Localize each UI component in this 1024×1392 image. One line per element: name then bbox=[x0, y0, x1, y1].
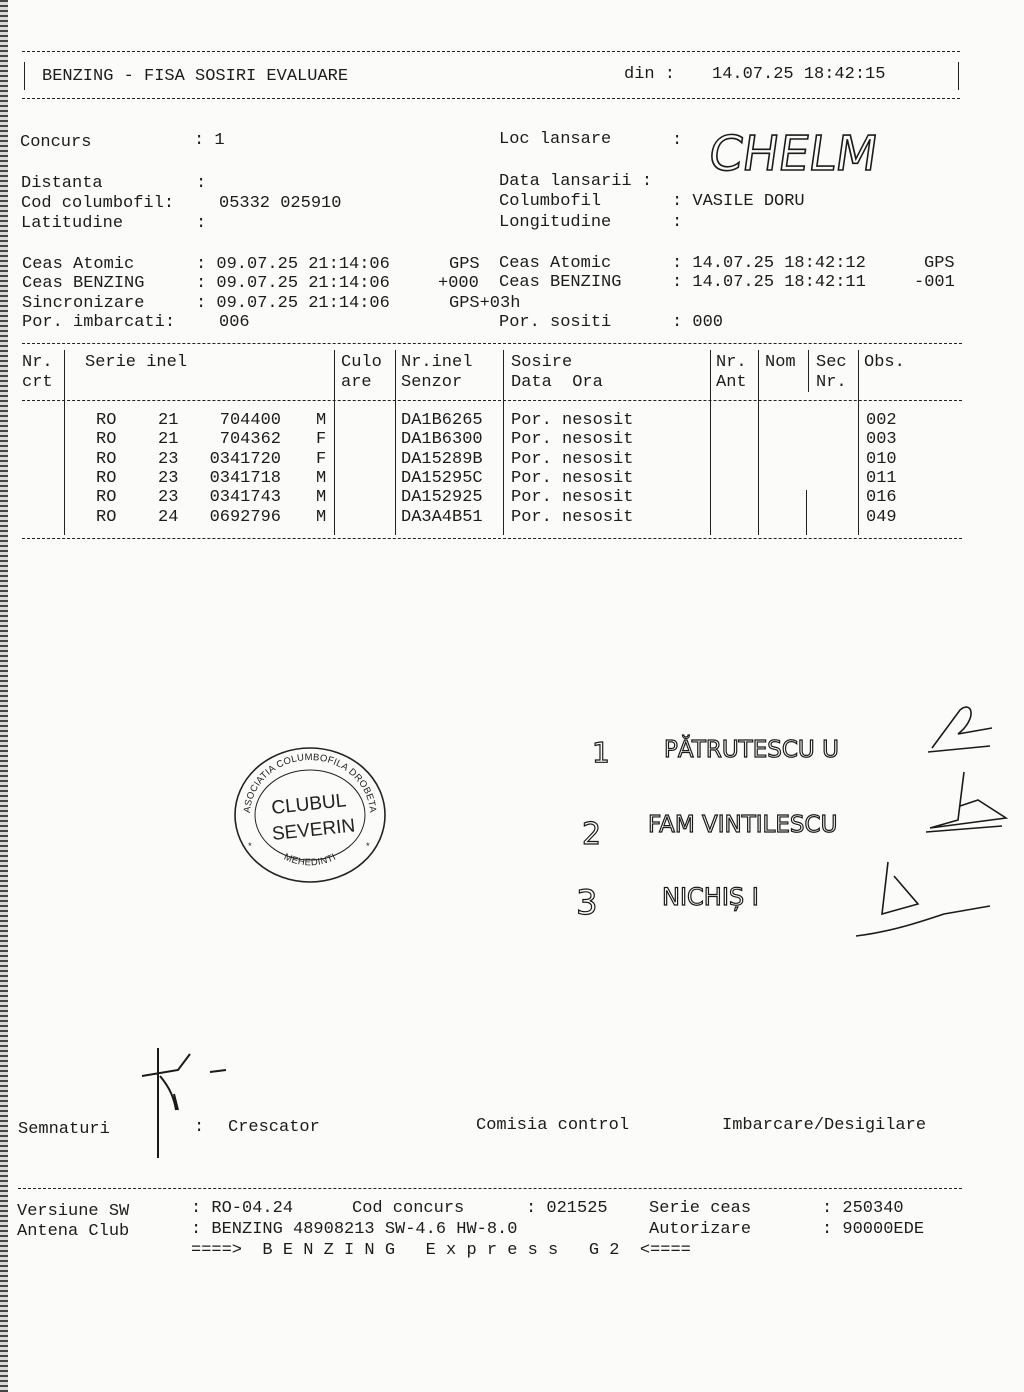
signature-mark-3 bbox=[856, 862, 990, 936]
por-imbarcati-value: 006 bbox=[219, 313, 250, 332]
cell-senzor: DA15289B bbox=[401, 450, 483, 469]
th-crt: crt bbox=[22, 373, 53, 392]
imbarcare-label: Imbarcare/Desigilare bbox=[722, 1116, 927, 1135]
th-nr: Nr. bbox=[22, 353, 53, 372]
cell-an: 21 bbox=[158, 430, 179, 449]
handwritten-num-2: 2 bbox=[582, 817, 602, 852]
handwritten-name-2: FAM VINTILESCU bbox=[648, 812, 838, 838]
right-clock-2-suffix: -001 bbox=[914, 273, 955, 292]
loc-lansare-label: Loc lansare bbox=[499, 130, 612, 149]
col-rule-8 bbox=[858, 350, 859, 535]
right-clock-2-value: : 14.07.25 18:42:11 bbox=[672, 273, 866, 292]
left-clock-3-label: Sincronizare bbox=[22, 294, 145, 313]
right-clock-1-value: : 14.07.25 18:42:12 bbox=[672, 254, 866, 273]
serie-ceas-label: Serie ceas bbox=[649, 1199, 752, 1218]
benzing-banner: ====> B E N Z I N G E x p r e s s G 2 <==== bbox=[191, 1241, 691, 1260]
cell-tara: RO bbox=[96, 469, 117, 488]
th-nr-ant-2: Ant bbox=[716, 373, 747, 392]
table-top-rule bbox=[22, 343, 962, 344]
col-rule-6 bbox=[758, 350, 759, 535]
club-stamp bbox=[232, 745, 388, 885]
columbofil-label: Columbofil bbox=[499, 192, 602, 211]
th-sec-nr: Nr. bbox=[816, 373, 847, 392]
cell-sex: F bbox=[316, 450, 327, 469]
cell-nr: 704362 bbox=[219, 430, 281, 449]
versiune-label: Versiune SW bbox=[17, 1202, 130, 1221]
cell-an: 23 bbox=[158, 488, 179, 507]
left-clock-1-value: : 09.07.25 21:14:06 bbox=[196, 255, 390, 274]
cell-senzor: DA1B6265 bbox=[401, 411, 483, 430]
cell-senzor: DA1B6300 bbox=[401, 430, 483, 449]
cell-an: 23 bbox=[158, 469, 179, 488]
th-obs: Obs. bbox=[864, 353, 905, 372]
stamp-line2: SEVERIN bbox=[271, 815, 357, 846]
cell-nr: 0692796 bbox=[209, 508, 281, 527]
loc-lansare-sep: : bbox=[672, 131, 683, 150]
left-clock-2-label: Ceas BENZING bbox=[22, 274, 145, 293]
cell-sex: M bbox=[316, 411, 327, 430]
left-clock-1-suffix: GPS bbox=[449, 255, 480, 274]
por-sositi-label: Por. sositi bbox=[499, 313, 612, 332]
cell-nr: 704400 bbox=[219, 411, 281, 430]
crescator-label: Crescator bbox=[228, 1118, 320, 1137]
comisia-label: Comisia control bbox=[476, 1116, 630, 1135]
left-clock-3-value: : 09.07.25 21:14:06 bbox=[196, 294, 390, 313]
left-clock-3-suffix: GPS+03h bbox=[449, 294, 521, 313]
latitudine-label: Latitudine bbox=[21, 214, 124, 233]
cell-sex: M bbox=[316, 508, 327, 527]
cell-nr: 0341720 bbox=[209, 450, 281, 469]
cell-tara: RO bbox=[96, 430, 117, 449]
th-are: are bbox=[341, 373, 372, 392]
autorizare-value: : 90000EDE bbox=[822, 1220, 925, 1239]
signature-mark-1 bbox=[928, 707, 992, 752]
cell-sex: M bbox=[316, 488, 327, 507]
cell-obs: 049 bbox=[866, 508, 897, 527]
stamp-bottom-text: MEHEDINTI bbox=[282, 851, 338, 869]
header-top-rule bbox=[22, 51, 960, 52]
th-culo: Culo bbox=[341, 353, 382, 372]
cell-obs: 002 bbox=[866, 411, 897, 430]
col-rule-2 bbox=[334, 350, 335, 535]
th-sosire: Sosire bbox=[511, 353, 573, 372]
star-icon: * bbox=[366, 841, 370, 852]
handwritten-num-3: 3 bbox=[576, 883, 598, 923]
star-icon: * bbox=[248, 841, 252, 852]
left-clock-2-value: : 09.07.25 21:14:06 bbox=[196, 274, 390, 293]
distanta-label: Distanta bbox=[21, 174, 103, 193]
cell-sosire: Por. nesosit bbox=[511, 469, 634, 488]
data-lansarii-label: Data lansarii : bbox=[499, 172, 653, 191]
cell-tara: RO bbox=[96, 411, 117, 430]
cell-sosire: Por. nesosit bbox=[511, 488, 634, 507]
handwritten-num-1: 1 bbox=[592, 736, 610, 769]
loc-lansare-handwritten bbox=[705, 120, 942, 182]
svg-text:CHELM: CHELM bbox=[705, 126, 882, 182]
signature-mark-2 bbox=[926, 772, 1006, 832]
header-left-rule bbox=[24, 62, 25, 90]
cell-obs: 010 bbox=[866, 450, 897, 469]
th-nr-ant-1: Nr. bbox=[716, 353, 747, 372]
por-sositi-value: : 000 bbox=[672, 313, 724, 332]
col-rule-5 bbox=[710, 350, 711, 535]
th-data-ora: Data Ora bbox=[511, 373, 603, 392]
cell-sosire: Por. nesosit bbox=[511, 430, 634, 449]
stamp-ring-text: ASOCIATIA COLUMBOFILA DROBETA bbox=[241, 751, 379, 814]
concurs-value: : 1 bbox=[194, 131, 225, 150]
cell-tara: RO bbox=[96, 488, 117, 507]
handwritten-name-3: NICHIȘ I bbox=[662, 883, 759, 911]
longitudine-value: : bbox=[672, 213, 683, 232]
stamp-line1: CLUBUL bbox=[270, 790, 348, 819]
latitudine-value: : bbox=[196, 214, 207, 233]
cell-senzor: DA3A4B51 bbox=[401, 508, 483, 527]
left-clock-1-label: Ceas Atomic bbox=[22, 255, 135, 274]
handwritten-list bbox=[560, 700, 1010, 960]
cell-an: 23 bbox=[158, 450, 179, 469]
cell-tara: RO bbox=[96, 450, 117, 469]
cell-an: 24 bbox=[158, 508, 179, 527]
cell-obs: 016 bbox=[866, 488, 897, 507]
autorizare-label: Autorizare bbox=[649, 1220, 752, 1239]
cell-sosire: Por. nesosit bbox=[511, 508, 634, 527]
th-serie: Serie inel bbox=[85, 353, 188, 372]
cod-concurs-value: : 021525 bbox=[526, 1199, 608, 1218]
concurs-label: Concurs bbox=[20, 133, 92, 152]
th-sec: Sec bbox=[816, 353, 847, 372]
cell-sex: F bbox=[316, 430, 327, 449]
din-value: 14.07.25 18:42:15 bbox=[712, 65, 886, 84]
cell-obs: 011 bbox=[866, 469, 897, 488]
cell-nr: 0341743 bbox=[209, 488, 281, 507]
table-bottom-rule bbox=[22, 538, 962, 539]
col-rule-7 bbox=[808, 350, 809, 392]
semnaturi-sep: : bbox=[194, 1118, 205, 1137]
cell-senzor: DA152925 bbox=[401, 488, 483, 507]
cell-sosire: Por. nesosit bbox=[511, 450, 634, 469]
columbofil-value: : VASILE DORU bbox=[672, 192, 805, 211]
cod-columbofil-value: 05332 025910 bbox=[219, 194, 342, 213]
header-bottom-rule bbox=[22, 98, 960, 99]
binding-edge bbox=[0, 0, 8, 1392]
right-clock-2-label: Ceas BENZING bbox=[499, 273, 622, 292]
versiune-value: : RO-04.24 bbox=[191, 1199, 294, 1218]
cell-an: 21 bbox=[158, 411, 179, 430]
antena-value: : BENZING 48908213 SW-4.6 HW-8.0 bbox=[191, 1220, 518, 1239]
table-header-rule bbox=[22, 400, 962, 401]
cell-obs: 003 bbox=[866, 430, 897, 449]
col-rule-4 bbox=[503, 350, 504, 535]
longitudine-label: Longitudine bbox=[499, 213, 612, 232]
col-rule-3 bbox=[395, 350, 396, 535]
cell-tara: RO bbox=[96, 508, 117, 527]
cell-senzor: DA15295C bbox=[401, 469, 483, 488]
th-senzor: Senzor bbox=[401, 373, 463, 392]
col-rule-1 bbox=[64, 350, 65, 535]
right-clock-1-suffix: GPS bbox=[924, 254, 955, 273]
crescator-signature bbox=[130, 1040, 240, 1164]
th-nrinel: Nr.inel bbox=[401, 353, 473, 372]
right-clock-1-label: Ceas Atomic bbox=[499, 254, 612, 273]
cod-columbofil-label: Cod columbofil: bbox=[21, 194, 175, 213]
cell-nr: 0341718 bbox=[209, 469, 281, 488]
th-nom: Nom bbox=[765, 353, 796, 372]
cell-sosire: Por. nesosit bbox=[511, 411, 634, 430]
cell-sex: M bbox=[316, 469, 327, 488]
left-clock-2-suffix: +000 bbox=[438, 274, 479, 293]
antena-label: Antena Club bbox=[17, 1222, 130, 1241]
report-title: BENZING - FISA SOSIRI EVALUARE bbox=[42, 67, 349, 86]
cod-concurs-label: Cod concurs bbox=[352, 1199, 465, 1218]
col-rule-7b bbox=[806, 490, 807, 535]
din-label: din : bbox=[624, 65, 676, 84]
distanta-value: : bbox=[196, 174, 207, 193]
semnaturi-label: Semnaturi bbox=[18, 1120, 110, 1139]
header-right-rule bbox=[958, 62, 959, 90]
handwritten-name-1: PĂTRUTESCU U bbox=[664, 737, 839, 763]
serie-ceas-value: : 250340 bbox=[822, 1199, 904, 1218]
footer-top-rule bbox=[18, 1188, 962, 1189]
por-imbarcati-label: Por. imbarcati: bbox=[22, 313, 176, 332]
